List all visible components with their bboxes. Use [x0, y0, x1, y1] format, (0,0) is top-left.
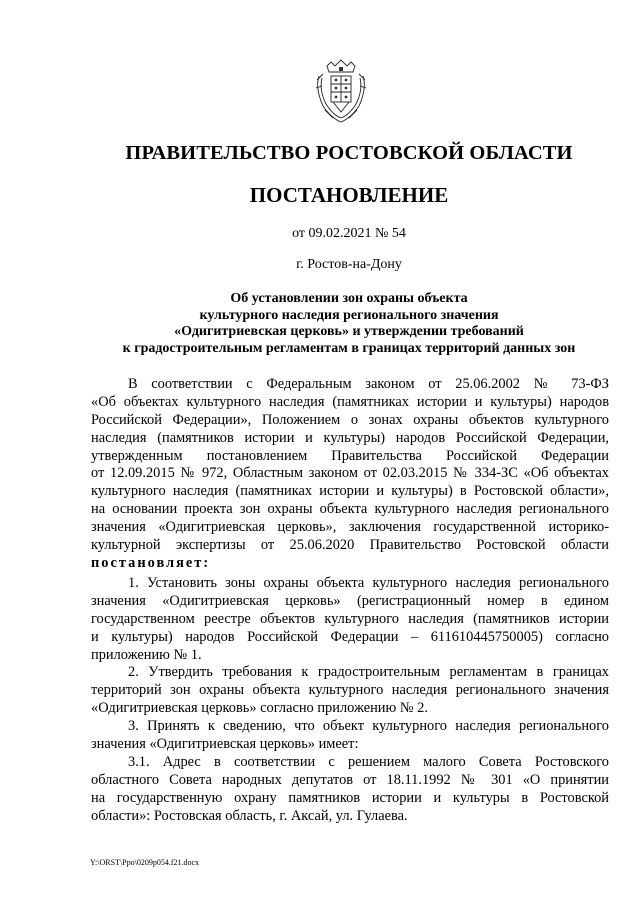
preamble-line: культурного наследия (памятниках истории и культуры) в Ростовской области»,	[91, 483, 609, 500]
title-line: «Одигитриевская церковь» и утверждении требований	[174, 324, 524, 339]
file-path-footer: Y:\ORST\Ppo\0209p054.f21.docx	[90, 858, 200, 867]
decree-item-line: приложению № 1.	[91, 646, 202, 663]
decree-item-line: и культуры) народов Российской Федерации – 611610445750005) согласно	[91, 628, 609, 645]
title-line: к градостроительным регламентам в границах территорий данных зон	[122, 340, 576, 356]
preamble-line: культурной экспертизы от 25.06.2020 Правительство Ростовской области	[91, 537, 609, 554]
document-date-number: от 09.02.2021 № 54	[292, 226, 406, 241]
decree-word: постановляет:	[91, 554, 211, 571]
decree-item-line: областного Совета народных депутатов от 18.11.1992 № 301 «О принятии	[91, 771, 609, 788]
decree-item-line: «Одигитриевская церковь» согласно приложению № 2.	[91, 700, 428, 717]
organization-title: ПРАВИТЕЛЬСТВО РОСТОВСКОЙ ОБЛАСТИ	[125, 142, 573, 164]
decree-item-line: значения «Одигитриевская церковь» имеет:	[91, 736, 359, 753]
document-place: г. Ростов-на-Дону	[296, 257, 402, 272]
document-subject-title	[90, 291, 608, 357]
preamble-line: Российской Федерации», Положением о зонах охраны объектов культурного	[91, 411, 609, 428]
decree-items	[91, 575, 609, 825]
preamble-line: от 12.09.2015 № 972, Областным законом от 02.03.2015 № 334-ЗС «Об объектах	[91, 465, 609, 482]
decree-item-line: 2. Утвердить требования к градостроительным регламентам в границах	[128, 664, 609, 681]
decree-item-line: 3.1. Адрес в соответствии с решением малого Совета Ростовского	[128, 753, 609, 770]
preamble-line: значения «Одигитриевская церковь», заключения государственной историко-	[91, 519, 609, 536]
decree-item-line: на государственную охрану памятников истории и культуры в Ростовской	[91, 789, 609, 806]
decree-item-line: значения «Одигитриевская церковь» (регистрационный номер в едином	[91, 592, 609, 609]
preamble-line: «Об объектах культурного наследия (памятниках истории и культуры) народов	[91, 393, 609, 410]
title-line: Об установлении зон охраны объекта	[230, 291, 468, 306]
decree-item-line: государственном реестре объектов культурного наследия (памятников истории	[91, 610, 609, 627]
preamble-line: наследия (памятников истории и культуры) народов Российской Федерации,	[91, 429, 609, 446]
preamble-line: утвержденным постановлением Правительства Российской Федерации	[91, 447, 609, 464]
preamble-line: на основании проекта зон охраны объекта культурного наследия регионального	[91, 501, 609, 518]
decree-item-line: территорий зон охраны объекта культурного наследия регионального значения	[91, 682, 609, 699]
coat-of-arms-icon	[313, 58, 369, 126]
document-type: ПОСТАНОВЛЕНИЕ	[249, 183, 449, 207]
decree-item-line: 3. Принять к сведению, что объект культурного наследия регионального	[128, 718, 609, 735]
title-line: культурного наследия регионального значения	[199, 307, 499, 323]
decree-item-line: области»: Ростовская область, г. Аксай, ул. Гулаева.	[91, 807, 408, 824]
decree-item-line: 1. Установить зоны охраны объекта культурного наследия регионального	[128, 575, 609, 591]
preamble-line: В соответствии с Федеральным законом от 25.06.2002 № 73-ФЗ	[128, 376, 609, 392]
preamble-paragraph	[91, 376, 609, 573]
